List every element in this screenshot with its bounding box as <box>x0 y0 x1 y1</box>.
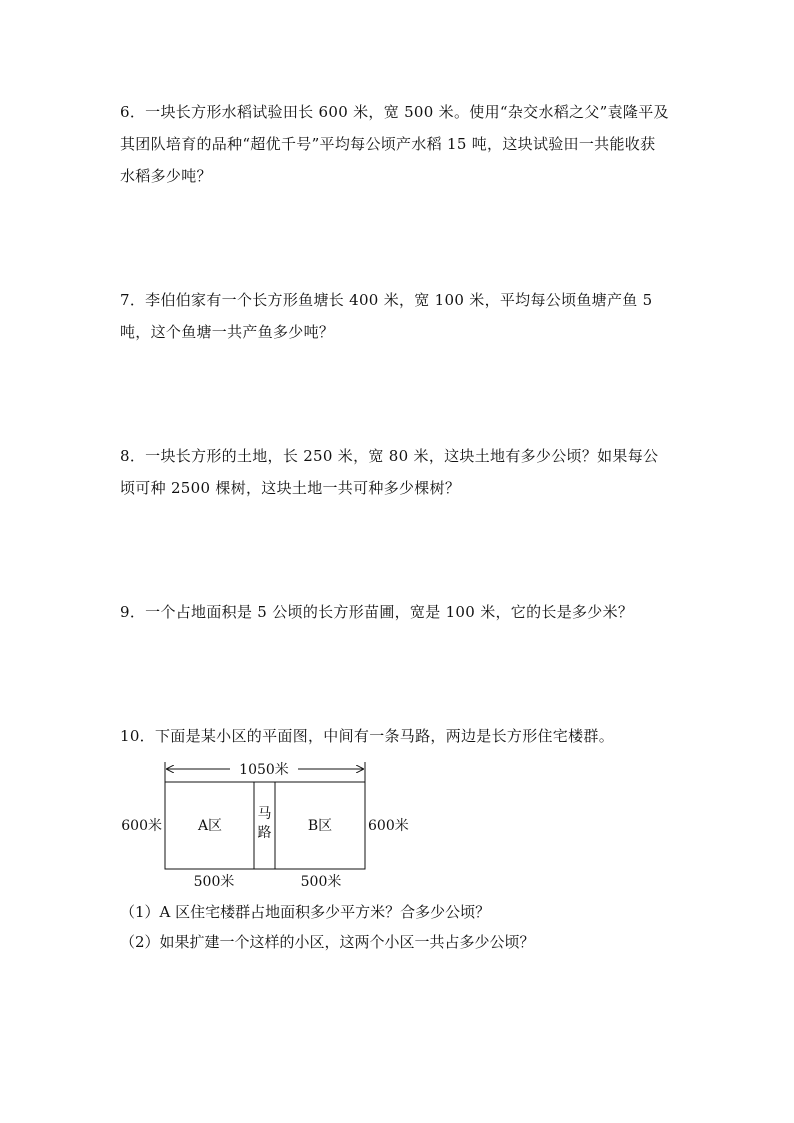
question-6-line-2: 其团队培育的品种“超优千号”平均每公顷产水稻 15 吨，这块试验田一共能收获 <box>120 135 656 153</box>
question-10-line-1: 10．下面是某小区的平面图，中间有一条马路，两边是长方形住宅楼群。 <box>120 727 614 745</box>
bottom-right-label: 500米 <box>300 874 342 890</box>
question-9-line-1: 9．一个占地面积是 5 公顷的长方形苗圃，宽是 100 米，它的长是多少米？ <box>120 603 634 621</box>
left-width-label: 600米 <box>121 818 162 834</box>
question-7-line-1: 7．李伯伯家有一个长方形鱼塘长 400 米，宽 100 米，平均每公顷鱼塘产鱼 5 <box>120 291 653 309</box>
bottom-left-label: 500米 <box>193 874 235 890</box>
question-7 <box>120 284 680 348</box>
total-length-label: 1050米 <box>239 762 289 778</box>
question-8 <box>120 440 680 504</box>
zone-b-label: B区 <box>307 818 333 834</box>
right-width-label: 600米 <box>368 818 409 834</box>
road-label-char-2: 路 <box>257 825 272 841</box>
sub-question-2: （2）如果扩建一个这样的小区，这两个小区一共占多少公顷？ <box>120 933 535 951</box>
sub-question-1: （1）A 区住宅楼群占地面积多少平方米？合多少公顷？ <box>120 903 491 921</box>
question-10 <box>120 720 680 752</box>
question-6 <box>120 96 680 192</box>
question-8-line-1: 8．一块长方形的土地，长 250 米，宽 80 米，这块土地有多少公顷？如果每公 <box>120 447 659 465</box>
site-plan-diagram <box>118 756 418 896</box>
question-8-line-2: 顷可种 2500 棵树，这块土地一共可种多少棵树？ <box>120 479 461 497</box>
question-7-line-2: 吨，这个鱼塘一共产鱼多少吨？ <box>120 323 335 341</box>
question-9 <box>120 596 680 628</box>
question-6-line-1: 6．一块长方形水稻试验田长 600 米，宽 500 米。使用“杂交水稻之父”袁隆平及 <box>120 103 669 121</box>
road-label-char-1: 马 <box>257 806 272 822</box>
question-6-line-3: 水稻多少吨？ <box>120 167 212 185</box>
zone-a-label: A区 <box>197 818 223 834</box>
